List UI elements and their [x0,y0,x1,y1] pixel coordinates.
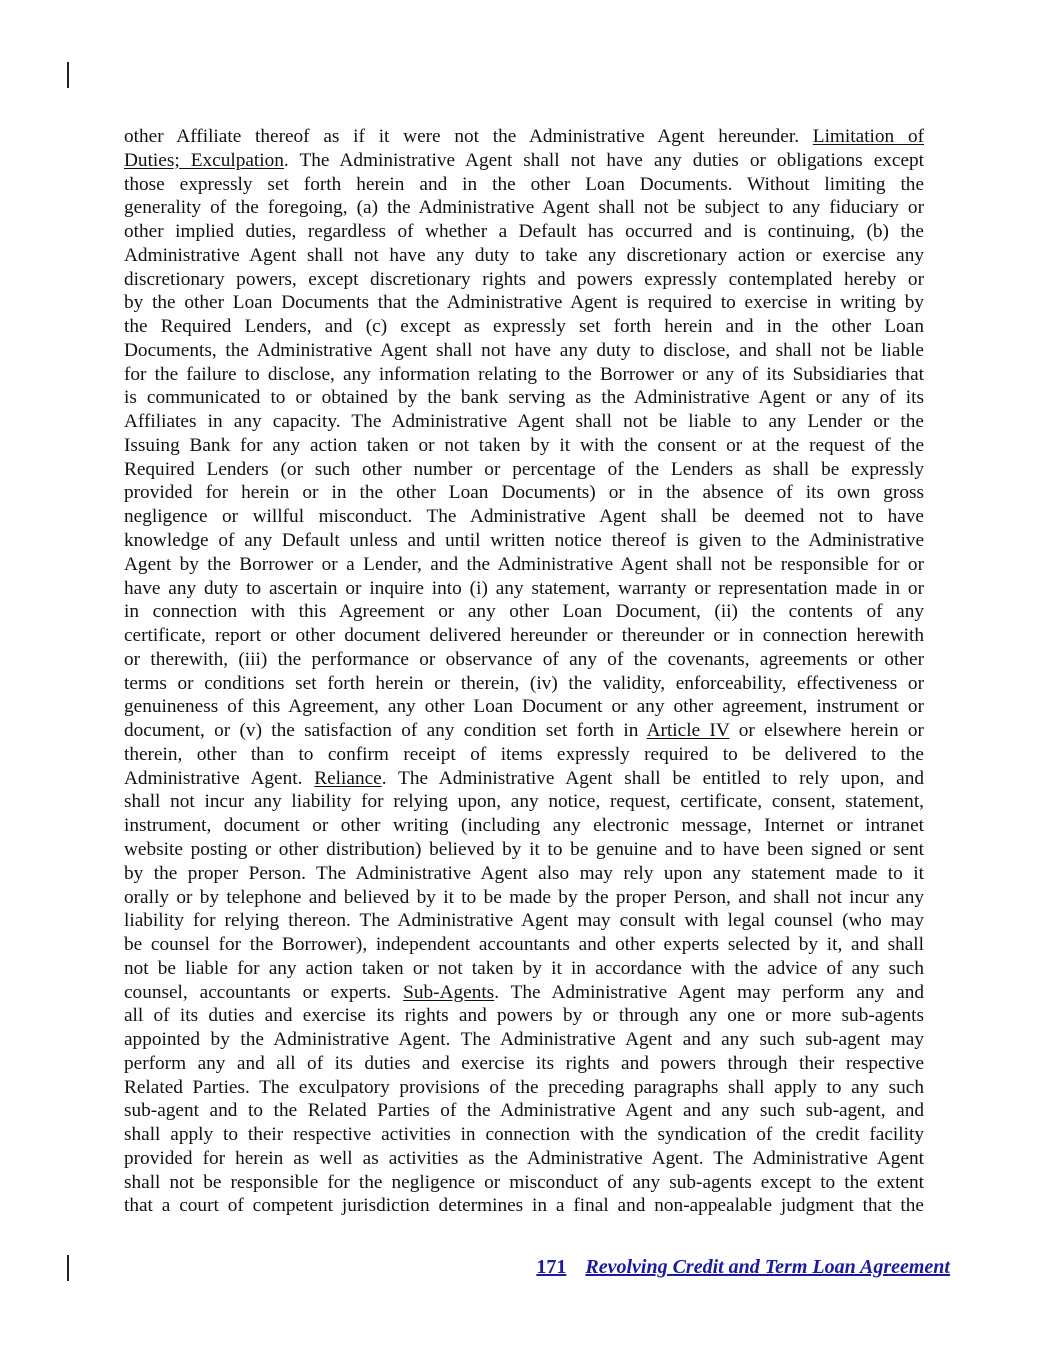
text-segment: sub-agent and to the Related Parties of the Administrative Agent and any such sub-agent, and [124,1100,924,1122]
text-line [124,743,924,767]
text-segment: Documents, the Administrative Agent shall not have any duty to disclose, and shall not be liable [124,339,924,361]
change-bar-bottom [67,1255,69,1281]
text-line [124,458,924,482]
text-line [124,505,924,529]
body-text [124,125,924,1218]
text-line [124,1076,924,1100]
section-heading: Reliance [314,767,382,789]
text-segment: instrument, document or other writing (including any electronic message, Internet or intranet [124,815,924,837]
text-segment: discretionary powers, except discretionary rights and powers expressly contemplated hereby or [124,268,924,290]
section-heading: Sub-Agents [403,981,495,1003]
text-line [124,1171,924,1195]
text-line [124,1147,924,1171]
text-line [124,909,924,933]
text-line [124,244,924,268]
text-line [124,577,924,601]
text-segment: website posting or other distribution) believed by it to be genuine and to have been signed or sent [124,838,924,860]
text-line [124,814,924,838]
text-segment: liability for relying thereon. The Administrative Agent may consult with legal counsel (who may [124,910,924,932]
text-segment: the Required Lenders, and (c) except as expressly set forth herein and in the other Loan [124,316,924,338]
text-line [124,196,924,220]
text-segment: perform any and all of its duties and exercise its rights and powers through their respective [124,1052,924,1074]
text-segment: or therewith, (iii) the performance or observance of any of the covenants, agreements or other [124,648,924,670]
text-line [124,933,924,957]
text-segment: Affiliates in any capacity. The Administrative Agent shall not be liable to any Lender or the [124,411,924,433]
text-line [124,149,924,173]
text-segment: by the proper Person. The Administrative Agent also may rely upon any statement made to it [124,862,924,884]
text-segment: Issuing Bank for any action taken or not taken by it with the consent or at the request of the [124,434,924,456]
document-title-link[interactable]: Revolving Credit and Term Loan Agreement [585,1256,950,1278]
text-line [124,173,924,197]
text-line [124,553,924,577]
text-line [124,600,924,624]
text-segment: genuineness of this Agreement, any other Loan Document or any other agreement, instrument or [124,696,924,718]
text-segment: terms or conditions set forth herein or therein, (iv) the validity, enforceability, effectiveness or [124,672,924,694]
text-segment: have any duty to ascertain or inquire into (i) any statement, warranty or representation made in or [124,577,924,599]
text-segment: not be liable for any action taken or not taken by it in accordance with the advice of any such [124,957,924,979]
text-segment: shall not incur any liability for relying upon, any notice, request, certificate, consent, statement, [124,791,924,813]
text-segment: knowledge of any Default unless and until written notice thereof is given to the Administrative [124,530,924,552]
text-segment: Administrative Agent. [124,767,315,789]
text-line [124,648,924,672]
text-line [124,790,924,814]
text-line [124,268,924,292]
text-line [124,220,924,244]
text-segment: for the failure to disclose, any information relating to the Borrower or any of its Subsidiaries that [124,363,924,385]
text-segment: that a court of competent jurisdiction determines in a final and non-appealable judgment that the [124,1195,924,1217]
text-segment: counsel, accountants or experts. [124,981,404,1003]
text-segment: shall not be responsible for the negligence or misconduct of any sub-agents except to the extent [124,1171,924,1193]
text-line [124,957,924,981]
text-segment: certificate, report or other document delivered hereunder or thereunder or in connection herewith [124,625,924,647]
text-segment: Required Lenders (or such other number or percentage of the Lenders as shall be expressly [124,458,924,480]
text-segment: generality of the foregoing, (a) the Administrative Agent shall not be subject to any fiduciary or [124,197,924,219]
text-segment: therein, other than to confirm receipt of items expressly required to be delivered to the [124,743,924,765]
text-segment: . The Administrative Agent shall not have any duties or obligations except [283,149,925,171]
text-line [124,719,924,743]
text-segment: or elsewhere herein or [729,720,924,742]
text-segment: by the other Loan Documents that the Administrative Agent is required to exercise in writing by [124,292,924,314]
text-line [124,862,924,886]
text-segment: document, or (v) the satisfaction of any condition set forth in [124,720,647,742]
text-line [124,1004,924,1028]
text-line [124,339,924,363]
text-line [124,529,924,553]
text-segment: all of its duties and exercise its rights and powers by or through any one or more sub-agents [124,1005,924,1027]
section-heading: Limitation of [812,126,925,147]
text-segment: Related Parties. The exculpatory provisions of the preceding paragraphs shall apply to any such [124,1076,924,1098]
text-segment: appointed by the Administrative Agent. The Administrative Agent and any such sub-agent may [124,1029,924,1051]
text-line [124,767,924,791]
text-segment: those expressly set forth herein and in the other Loan Documents. Without limiting the [124,173,924,195]
page-number-link[interactable]: 171 [536,1256,567,1278]
text-segment: be counsel for the Borrower), independent accountants and other experts selected by it, and shall [124,934,924,956]
text-segment: provided for herein as well as activities as the Administrative Agent. The Administrative Agent [124,1147,924,1169]
text-line [124,125,924,149]
text-line [124,672,924,696]
text-segment: in connection with this Agreement or any other Loan Document, (ii) the contents of any [124,601,924,623]
text-line [124,363,924,387]
text-line [124,624,924,648]
text-segment: provided for herein or in the other Loan Documents) or in the absence of its own gross [124,482,924,504]
text-line [124,1052,924,1076]
text-line [124,315,924,339]
text-line [124,1123,924,1147]
text-line [124,410,924,434]
text-line [124,1099,924,1123]
text-segment: . The Administrative Agent shall be entitled to rely upon, and [381,767,925,789]
text-segment: orally or by telephone and believed by it to be made by the proper Person, and shall not incur any [124,886,924,908]
text-segment: . The Administrative Agent may perform any and [494,981,925,1003]
text-segment: is communicated to or obtained by the bank serving as the Administrative Agent or any of its [124,387,924,409]
text-line [124,981,924,1005]
section-heading: Duties; Exculpation [124,149,284,171]
text-line [124,1028,924,1052]
text-segment: negligence or willful misconduct. The Administrative Agent shall be deemed not to have [124,506,924,528]
text-segment: Agent by the Borrower or a Lender, and the Administrative Agent shall not be responsible for or [124,553,924,575]
text-line [124,434,924,458]
text-line [124,481,924,505]
section-heading: Article IV [646,720,730,742]
text-segment: shall apply to their respective activities in connection with the syndication of the credit facility [124,1124,924,1146]
text-segment: other implied duties, regardless of whether a Default has occurred and is continuing, (b) the [124,221,924,243]
text-segment: Administrative Agent shall not have any duty to take any discretionary action or exercise any [124,244,924,266]
text-line [124,886,924,910]
text-line [124,838,924,862]
text-line [124,386,924,410]
page-footer [536,1256,950,1279]
text-line [124,695,924,719]
text-line [124,1194,924,1218]
text-line [124,291,924,315]
change-bar-top [67,62,69,88]
text-segment: other Affiliate thereof as if it were not the Administrative Agent hereunder. [124,126,813,147]
